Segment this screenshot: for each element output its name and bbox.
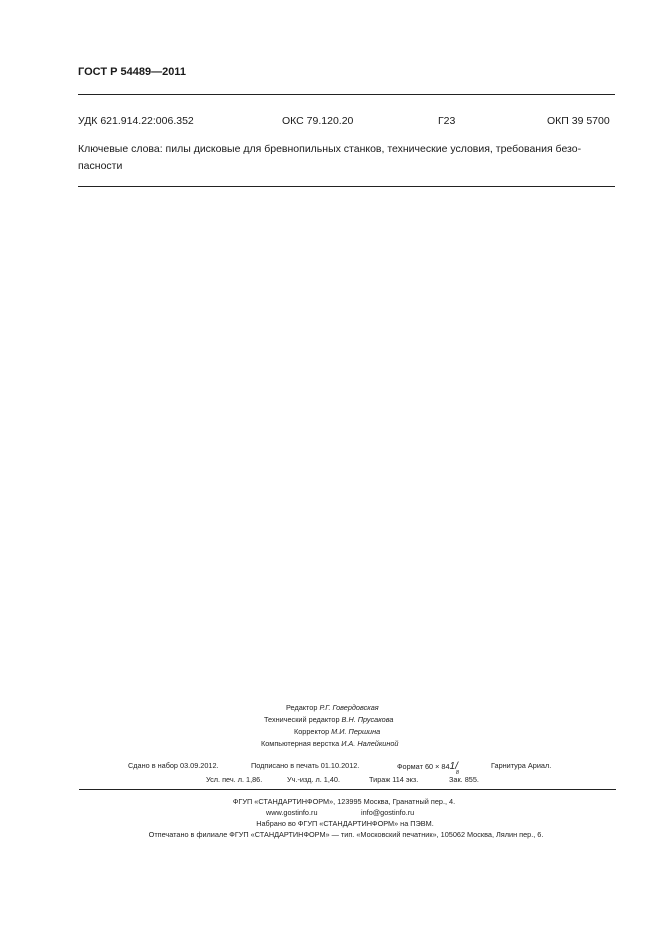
tech-editor-label: Технический редактор	[264, 715, 340, 724]
editor-name: Р.Г. Говердовская	[319, 703, 379, 712]
layout-label: Компьютерная верстка	[261, 739, 340, 748]
format-label: Формат 60 × 84	[397, 762, 450, 771]
layout-name: И.А. Налейкиной	[341, 739, 399, 748]
publisher-sheets: Уч.-изд. л. 1,40.	[287, 775, 341, 784]
typeface: Гарнитура Ариал.	[491, 761, 552, 770]
editor-line	[286, 703, 379, 712]
format-fraction-denominator: 8	[455, 770, 459, 776]
set-date: Сдано в набор 03.09.2012.	[128, 761, 219, 770]
udk-code: УДК 621.914.22:006.352	[78, 115, 194, 127]
imprint-divider	[79, 789, 616, 790]
publisher-email[interactable]: info@gostinfo.ru	[361, 808, 415, 817]
print-sheets: Усл. печ. л. 1,86.	[206, 775, 263, 784]
document-designation: ГОСТ Р 54489—2011	[78, 66, 186, 78]
top-divider	[78, 94, 615, 95]
layout-line	[261, 739, 398, 748]
okp-code: ОКП 39 5700	[547, 115, 610, 127]
typeset-note: Набрано во ФГУП «СТАНДАРТИНФОРМ» на ПЭВМ.	[256, 819, 434, 828]
group-code: Г23	[438, 115, 456, 127]
proofreader-label: Корректор	[294, 727, 330, 736]
proofreader-name: М.И. Першина	[331, 727, 381, 736]
order-number: Зак. 855.	[449, 775, 479, 784]
oks-code: ОКС 79.120.20	[282, 115, 354, 127]
printing-note: Отпечатано в филиале ФГУП «СТАНДАРТИНФОРМ» — тип. «Московский печатник», 105062 Москва, Лялин пер., 6.	[148, 830, 544, 839]
keywords-line-2: пасности	[78, 160, 123, 172]
keywords-block	[78, 141, 615, 175]
tech-editor-line	[264, 715, 393, 724]
tech-editor-name: В.Н. Прусакова	[341, 715, 394, 724]
editor-label: Редактор	[286, 703, 318, 712]
paper-format	[397, 761, 461, 774]
publisher-address: ФГУП «СТАНДАРТИНФОРМ», 123995 Москва, Гранатный пер., 4.	[232, 797, 456, 806]
keywords-divider	[78, 186, 615, 187]
format-fraction: $1/_8$	[449, 761, 459, 776]
format-fraction-numerator: 1	[449, 761, 456, 772]
print-run: Тираж 114 экз.	[369, 775, 419, 784]
keywords-line-1: Ключевые слова: пилы дисковые для бревнопильных станков, технические условия, требования безо-	[78, 143, 582, 155]
publisher-website[interactable]: www.gostinfo.ru	[266, 808, 318, 817]
signed-date: Подписано в печать 01.10.2012.	[251, 761, 360, 770]
proofreader-line	[294, 727, 380, 736]
